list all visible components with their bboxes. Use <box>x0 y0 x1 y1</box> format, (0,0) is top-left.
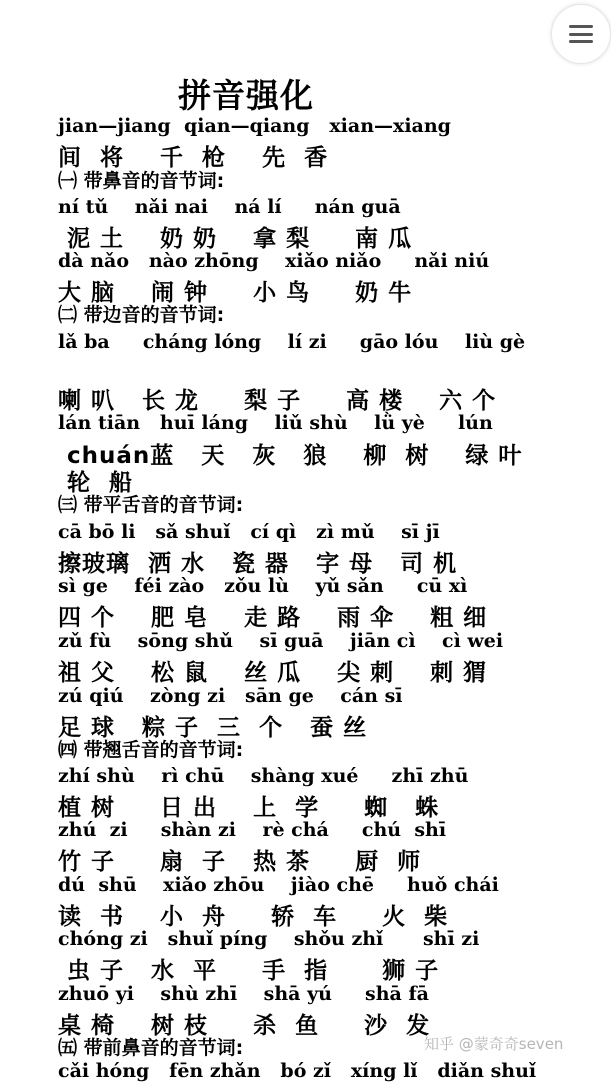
pinyin-line: cā bō li sǎ shuǐ cí qì zì mǔ sī jī <box>58 521 440 543</box>
hanzi-line: 擦玻璃 洒 水 瓷 器 字 母 司 机 <box>58 551 458 577</box>
pinyin-line: zhuō yi shù zhī shā yú shā fā <box>58 983 429 1005</box>
hanzi-line: 泥 土 奶 奶 拿 梨 南 瓜 <box>58 226 413 252</box>
pinyin-line: zú qiú zòng zi sān ge cán sī <box>58 685 403 707</box>
section-heading: ㈣ 带翘舌音的音节词: <box>58 739 244 761</box>
page-title: 拼音强化 <box>178 76 314 115</box>
hanzi-line: 喇 叭 长 龙 梨 子 高 楼 六 个 <box>58 388 497 414</box>
hanzi-line: chuán蓝 天 灰 狼 柳 树 绿 叶 <box>58 443 523 469</box>
hamburger-menu-icon[interactable] <box>569 25 593 43</box>
section-heading: ㈠ 带鼻音的音节词: <box>58 170 225 192</box>
hanzi-line: 间 将 千 枪 先 香 <box>58 145 329 171</box>
hanzi-line: 读 书 小 舟 轿 车 火 柴 <box>58 904 449 930</box>
cut-off-pinyin-text: cǎi hóng fēn zhǎn bó zǐ xíng lǐ diǎn shuǐ <box>58 1060 537 1082</box>
hanzi-line: 足 球 粽 子 三 个 蚕 丝 <box>58 715 368 741</box>
pinyin-line: chóng zi shuǐ píng shǒu zhǐ shī zi <box>58 928 480 950</box>
pinyin-line: jian—jiang qian—qiang xian—xiang <box>58 115 451 137</box>
hanzi-line: 轮 船 <box>58 470 134 496</box>
section-heading: ㈤ 带前鼻音的音节词: <box>58 1037 244 1059</box>
menu-button[interactable] <box>551 4 611 64</box>
section-heading: ㈢ 带平舌音的音节词: <box>58 494 244 516</box>
pinyin-line: zǔ fù sōng shǔ sī guā jiān cì cì wei <box>58 630 504 652</box>
pinyin-line: dú shū xiǎo zhōu jiào chē huǒ chái <box>58 874 499 896</box>
pinyin-line: lán tiān huī láng liǔ shù lǜ yè lún <box>58 412 493 434</box>
pinyin-line: zhú zi shàn zi rè chá chú shī <box>58 819 447 841</box>
hanzi-line: 桌 椅 树 枝 杀 鱼 沙 发 <box>58 1013 431 1039</box>
pinyin-line: ní tǔ nǎi nai ná lí nán guā <box>58 196 401 218</box>
watermark: 知乎 @蒙奇奇seven <box>424 1035 564 1053</box>
hanzi-line: 植 树 日 出 上 学 蜘 蛛 <box>58 795 440 821</box>
hanzi-line: 虫 子 水 平 手 指 狮 子 <box>58 958 440 984</box>
hanzi-line: 四 个 肥 皂 走 路 雨 伞 粗 细 <box>58 605 488 631</box>
pinyin-line: sì ge féi zào zǒu lù yǔ sǎn cū xì <box>58 575 468 597</box>
hanzi-line: 大 脑 闹 钟 小 鸟 奶 牛 <box>58 280 413 306</box>
pinyin-line: zhí shù rì chū shàng xué zhī zhū <box>58 765 469 787</box>
hanzi-line: 祖 父 松 鼠 丝 瓜 尖 刺 刺 猬 <box>58 660 488 686</box>
section-heading: ㈡ 带边音的音节词: <box>58 304 225 326</box>
pinyin-line: lǎ ba cháng lóng lí zi gāo lóu liù gè <box>58 331 526 353</box>
cut-off-pinyin-line <box>58 1060 598 1082</box>
hanzi-line: 竹 子 扇 子 热 茶 厨 师 <box>58 849 422 875</box>
pinyin-line: dà nǎo nào zhōng xiǎo niǎo nǎi niú <box>58 250 490 272</box>
